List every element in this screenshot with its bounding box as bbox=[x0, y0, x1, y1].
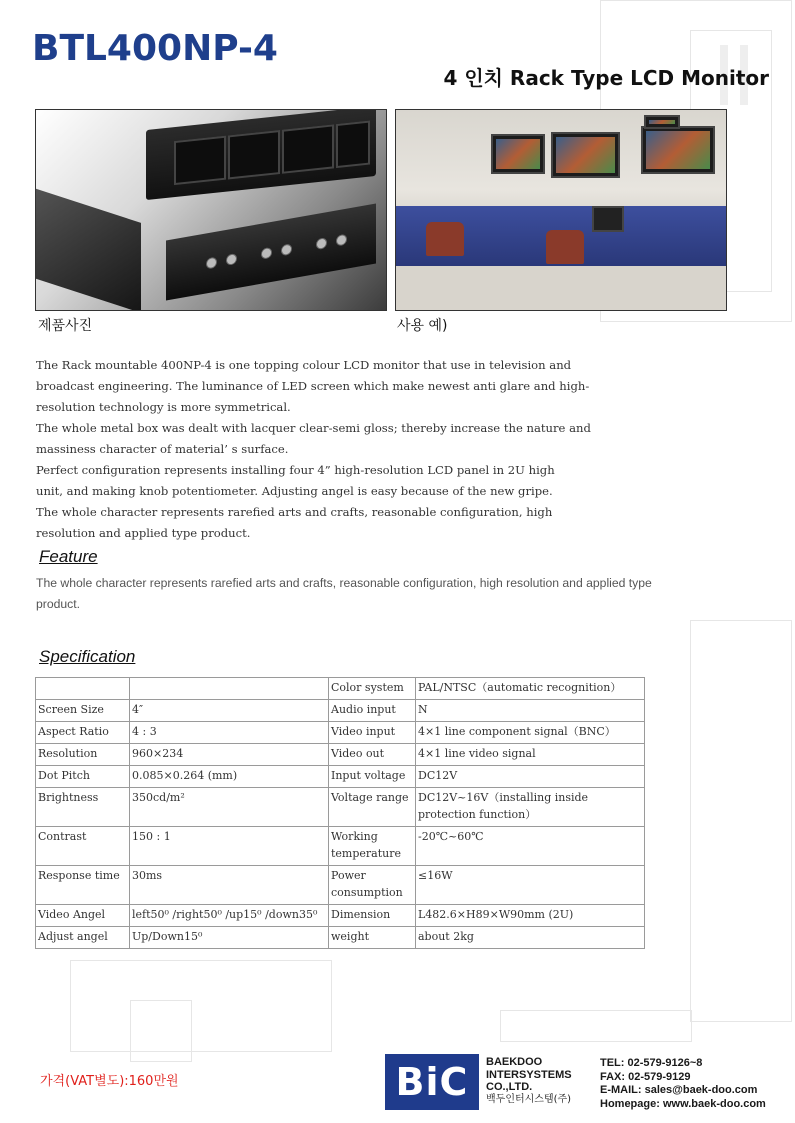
price-label: 가격(VAT별도):160만원 bbox=[40, 1074, 179, 1089]
wall-monitor bbox=[641, 126, 715, 174]
description-line: broadcast engineering. The luminance of LED screen which make newest anti glare and high- bbox=[36, 379, 590, 393]
spec-value: PAL/NTSC（automatic recognition） bbox=[416, 678, 645, 700]
spec-label: Resolution bbox=[36, 744, 130, 766]
description-line: resolution technology is more symmetrical. bbox=[36, 400, 291, 414]
spec-label: Input voltage bbox=[329, 766, 416, 788]
description-line: Perfect configuration represents installing four 4” high-resolution LCD panel in 2U high bbox=[36, 463, 555, 477]
product-photo bbox=[35, 109, 387, 311]
lcd-screen bbox=[282, 124, 334, 173]
desk-monitor bbox=[592, 206, 624, 232]
lcd-screen bbox=[174, 136, 226, 185]
chair bbox=[546, 230, 584, 264]
spec-value: 350cd/m² bbox=[130, 788, 329, 827]
spec-value: 30ms bbox=[130, 866, 329, 905]
bnc-connector bbox=[206, 257, 217, 270]
spec-value: 0.085×0.264 (mm) bbox=[130, 766, 329, 788]
usage-photo bbox=[395, 109, 727, 311]
product-photo-caption: 제품사진 bbox=[38, 318, 93, 334]
product-description bbox=[36, 355, 686, 544]
email-address: E-MAIL: sales@baek-doo.com bbox=[600, 1084, 758, 1096]
feature-heading: Feature bbox=[39, 547, 98, 566]
spec-value: 960×234 bbox=[130, 744, 329, 766]
table-row bbox=[36, 788, 645, 827]
spec-label: Response time bbox=[36, 866, 130, 905]
spec-value: 150 : 1 bbox=[130, 827, 329, 866]
model-title: BTL400NP-4 bbox=[32, 28, 278, 69]
table-row bbox=[36, 905, 645, 927]
spec-label: Video input bbox=[329, 722, 416, 744]
bnc-connector bbox=[261, 247, 272, 260]
description-line: The whole metal box was dealt with lacquer clear-semi gloss; thereby increase the nature and bbox=[36, 421, 591, 435]
chair bbox=[426, 222, 464, 256]
table-row bbox=[36, 866, 645, 905]
usage-photo-caption: 사용 예) bbox=[397, 318, 448, 334]
spec-value: left50⁰ /right50⁰ /up15⁰ /down35⁰ bbox=[130, 905, 329, 927]
wall-monitor bbox=[644, 115, 680, 129]
spec-label: Aspect Ratio bbox=[36, 722, 130, 744]
lcd-screen bbox=[336, 121, 370, 169]
spec-label: Video Angel bbox=[36, 905, 130, 927]
background-decoration bbox=[690, 620, 792, 1022]
spec-label: Video out bbox=[329, 744, 416, 766]
bnc-connector bbox=[336, 234, 347, 247]
spec-value: N bbox=[416, 700, 645, 722]
spec-label: Working temperature bbox=[329, 827, 416, 866]
homepage-url: Homepage: www.baek-doo.com bbox=[600, 1097, 766, 1110]
feature-text: The whole character represents rarefied arts and crafts, reasonable configuration, high resolution and applied type product. bbox=[36, 576, 652, 611]
wall-monitor bbox=[491, 134, 545, 174]
spec-label: Power consumption bbox=[329, 866, 416, 905]
specification-heading: Specification bbox=[39, 647, 136, 666]
spec-label: Voltage range bbox=[329, 788, 416, 827]
table-row bbox=[36, 678, 645, 700]
company-name-line: BAEKDOO bbox=[486, 1056, 543, 1068]
spec-label bbox=[36, 678, 130, 700]
background-decoration bbox=[500, 1010, 692, 1042]
spec-value: about 2kg bbox=[416, 927, 645, 949]
description-line: resolution and applied type product. bbox=[36, 526, 251, 540]
spec-label: Dimension bbox=[329, 905, 416, 927]
spec-label: Brightness bbox=[36, 788, 130, 827]
description-line: The Rack mountable 400NP-4 is one topping colour LCD monitor that use in television and bbox=[36, 358, 572, 372]
spec-value: 4 : 3 bbox=[130, 722, 329, 744]
company-name-line: INTERSYSTEMS bbox=[486, 1068, 572, 1081]
spec-label: weight bbox=[329, 927, 416, 949]
spec-label: Adjust angel bbox=[36, 927, 130, 949]
spec-value: ≤16W bbox=[416, 866, 645, 905]
spec-value: Up/Down15⁰ bbox=[130, 927, 329, 949]
lcd-screen bbox=[228, 130, 280, 179]
company-logo: BiC bbox=[385, 1054, 479, 1110]
spec-label: Contrast bbox=[36, 827, 130, 866]
background-decoration bbox=[70, 960, 332, 1052]
contact-info bbox=[600, 1057, 766, 1111]
spec-value: 4″ bbox=[130, 700, 329, 722]
spec-value: -20℃~60℃ bbox=[416, 827, 645, 866]
description-line: The whole character represents rarefied arts and crafts, reasonable configuration, high bbox=[36, 505, 553, 519]
table-row bbox=[36, 766, 645, 788]
bnc-connector bbox=[281, 243, 292, 256]
table-row bbox=[36, 744, 645, 766]
description-line: massiness character of material’ s surface. bbox=[36, 442, 289, 456]
spec-label: Screen Size bbox=[36, 700, 130, 722]
phone-number: TEL: 02-579-9126~8 bbox=[600, 1057, 703, 1069]
spec-label: Audio input bbox=[329, 700, 416, 722]
spec-value: DC12V~16V（installing inside protection function） bbox=[416, 788, 645, 827]
specification-table bbox=[35, 677, 645, 949]
spec-value: DC12V bbox=[416, 766, 645, 788]
company-name-korean: 백두인터시스템(주) bbox=[486, 1093, 572, 1105]
product-subtitle: 4 인치 Rack Type LCD Monitor bbox=[443, 66, 769, 90]
table-row bbox=[36, 927, 645, 949]
rack-monitor-back bbox=[166, 203, 376, 300]
bnc-connector bbox=[316, 237, 327, 250]
spec-value: L482.6×H89×W90mm (2U) bbox=[416, 905, 645, 927]
spec-value: 4×1 line video signal bbox=[416, 744, 645, 766]
spec-value bbox=[130, 678, 329, 700]
company-name bbox=[486, 1056, 572, 1106]
description-line: unit, and making knob potentiometer. Adjusting angel is easy because of the new gripe. bbox=[36, 484, 553, 498]
table-row bbox=[36, 827, 645, 866]
rack-monitor-front bbox=[146, 109, 376, 200]
wall-monitor bbox=[551, 132, 620, 178]
fax-number: FAX: 02-579-9129 bbox=[600, 1070, 691, 1083]
background-decoration bbox=[130, 1000, 192, 1062]
spec-label: Color system bbox=[329, 678, 416, 700]
rack-monitor-side bbox=[35, 187, 141, 311]
bnc-connector bbox=[226, 253, 237, 266]
company-name-line: CO.,LTD. bbox=[486, 1081, 533, 1093]
floor bbox=[396, 266, 726, 310]
table-row bbox=[36, 700, 645, 722]
spec-value: 4×1 line component signal（BNC） bbox=[416, 722, 645, 744]
spec-label: Dot Pitch bbox=[36, 766, 130, 788]
table-row bbox=[36, 722, 645, 744]
